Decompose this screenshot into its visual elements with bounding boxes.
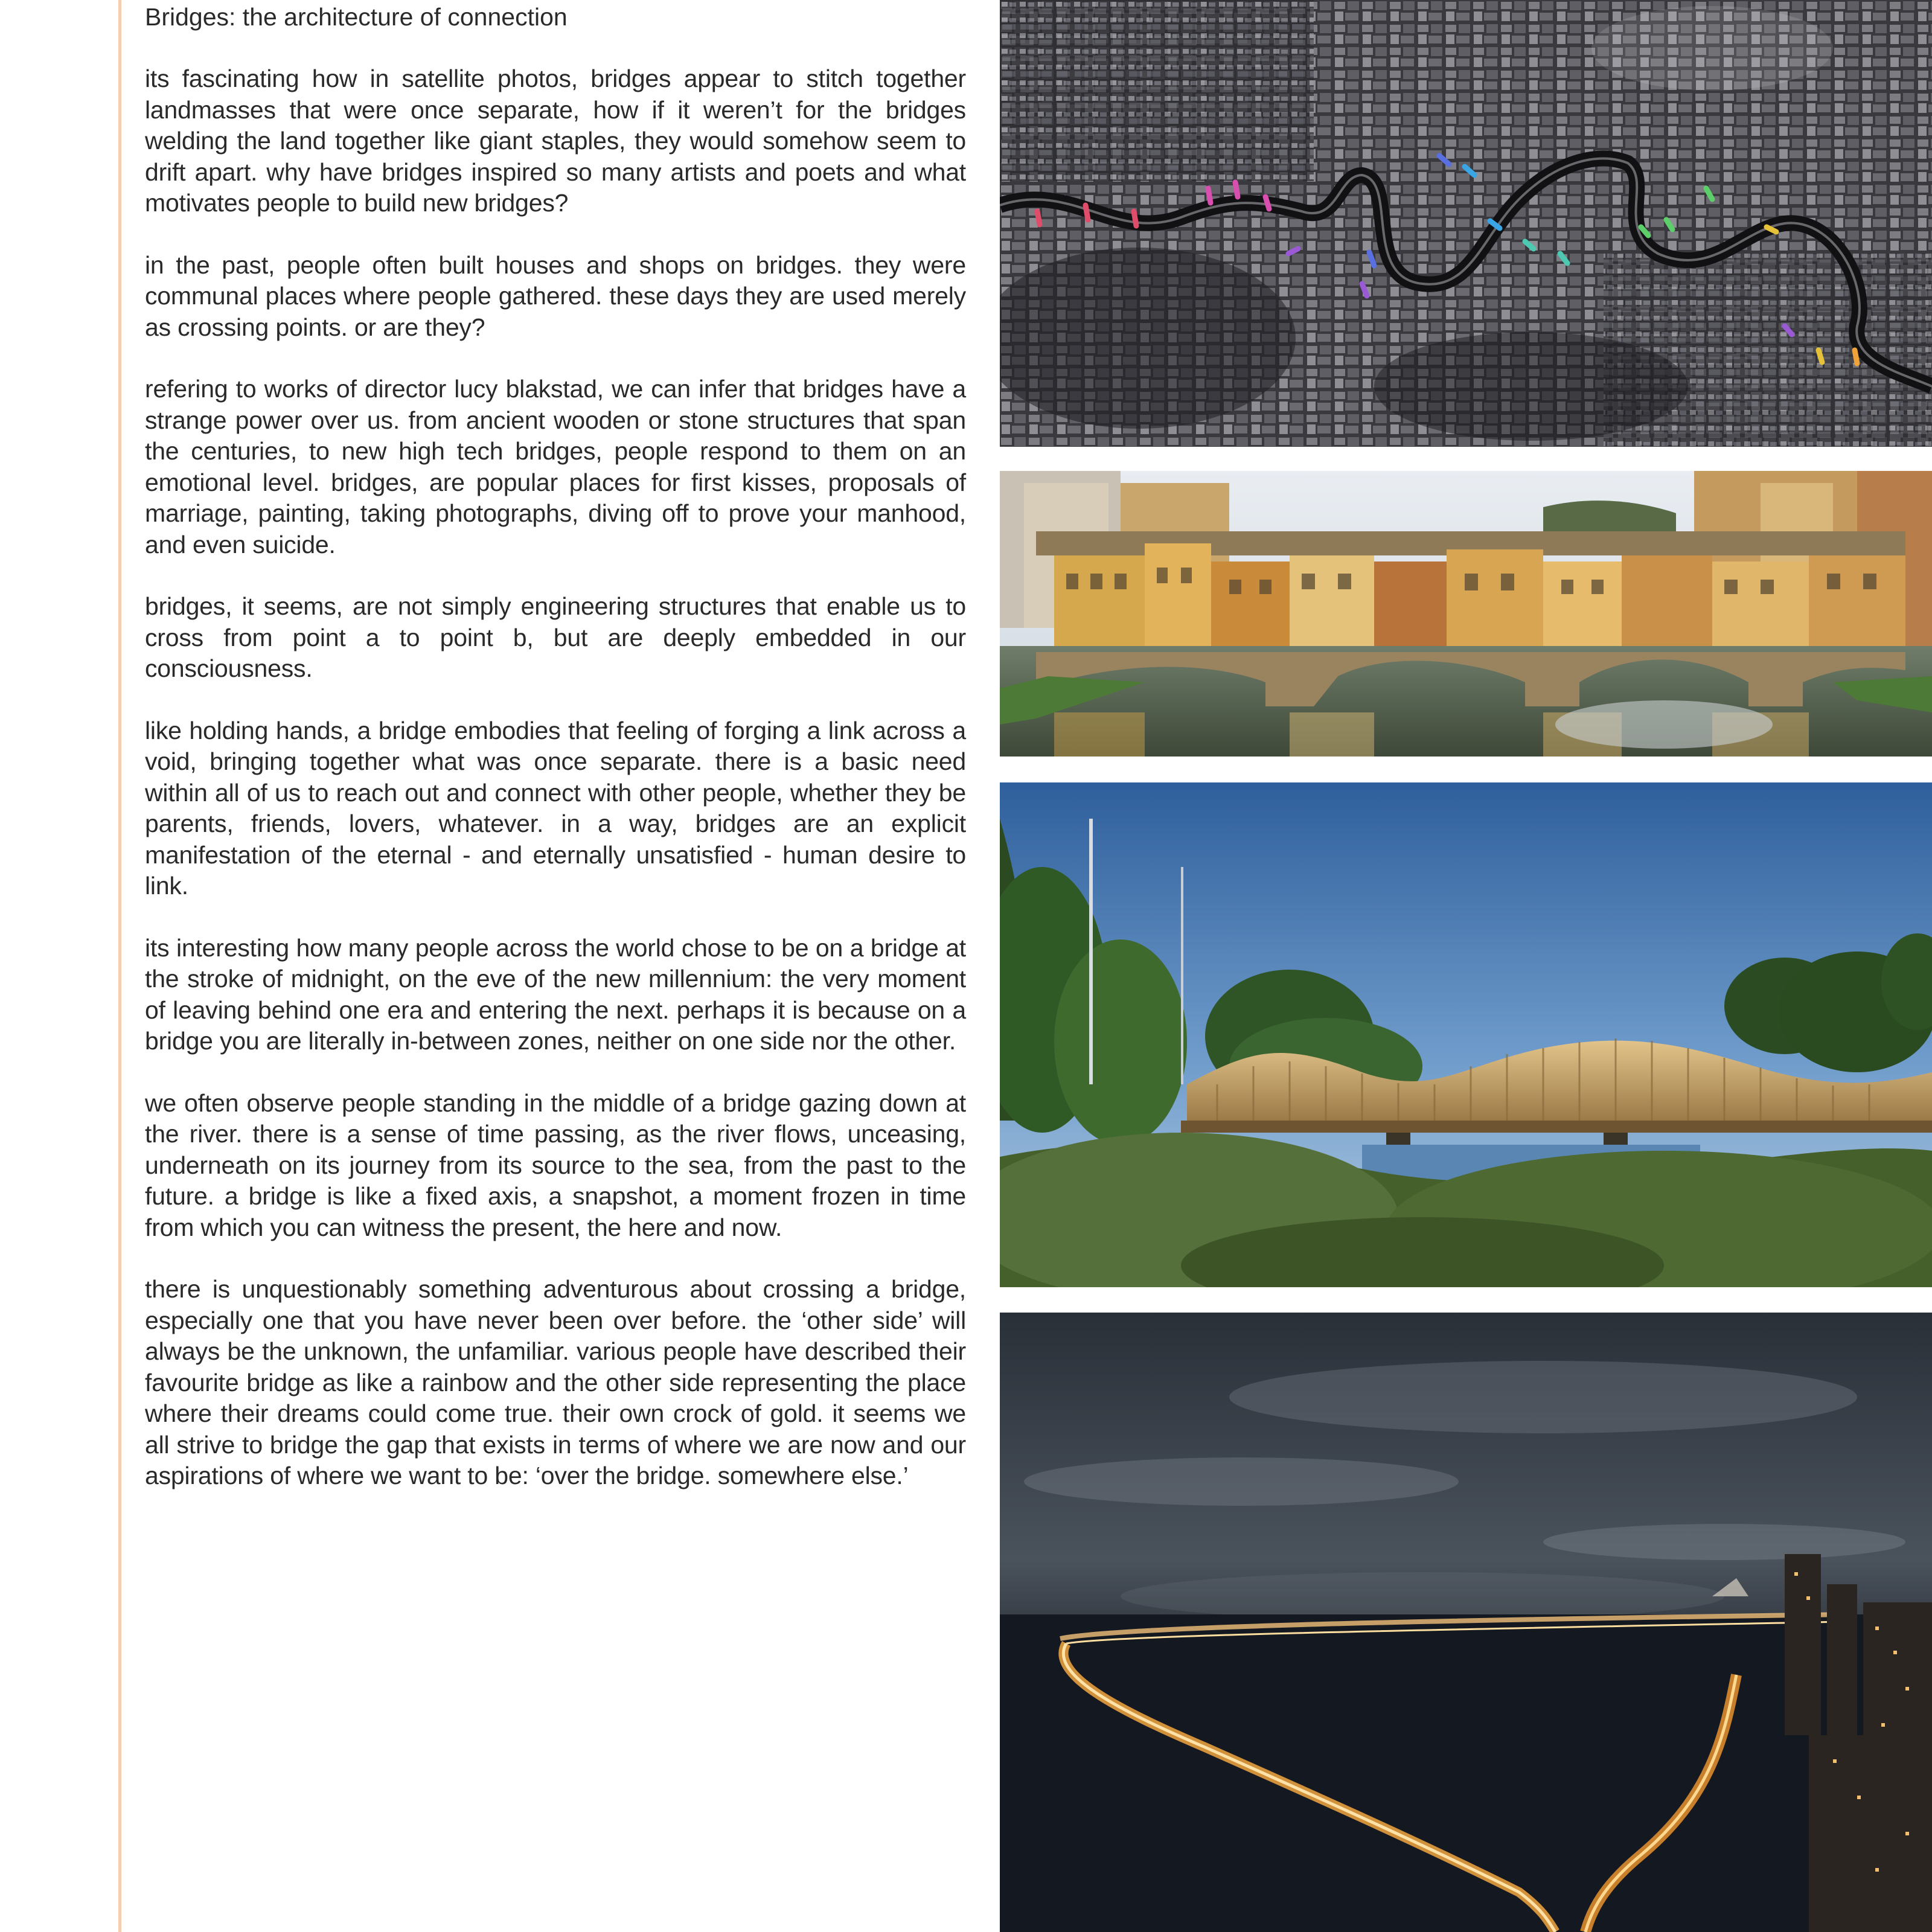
article xyxy=(145,0,966,1492)
modern-footbridge-photo xyxy=(1000,782,1932,1287)
paragraph-6: its interesting how many people across the world chose to be on a bridge at the stroke of midnight, on the eve of the new millennium: the very moment of leaving behind one era and entering the next. perhaps it is because on a bridge you are literally in-between zones, neither on one side nor the other. xyxy=(145,933,966,1055)
paragraph-1: its fascinating how in satellite photos, bridges appear to stitch together landmasses that were once separate, how if it weren’t for the bridges welding the land together like giant staples, they would somehow seem to drift apart. why have bridges inspired so many artists and poets and what motivates people to build new bridges? xyxy=(145,65,966,217)
article-title: Bridges: the architecture of connection xyxy=(145,3,568,31)
paragraph-3: refering to works of director lucy blakstad, we can infer that bridges have a strange power over us. from ancient wooden or stone structures that span the centuries, to new high tech bridges, people respond to them on an emotional level. bridges, are popular places for first kisses, proposals of marriage, painting, taking photographs, diving off to prove your manhood, and even suicide. xyxy=(145,375,966,558)
paragraph-4: bridges, it seems, are not simply engineering structures that enable us to cross from point a to point b, but are deeply embedded in our consciousness. xyxy=(145,592,966,682)
paragraph-8: there is unquestionably something adventurous about crossing a bridge, especially one that you have never been over before. the ‘other side’ will always be the unknown, the unfamiliar. various people have described their favourite bridge as like a rainbow and the other side representing the place where their dreams could come true. their own crock of gold. it seems we all strive to bridge the gap that exists in terms of where we are now and our aspirations of where we want to be: ‘over the bridge. somewhere else.’ xyxy=(145,1275,966,1489)
satellite-river-photo xyxy=(1000,0,1932,447)
paragraph-7: we often observe people standing in the middle of a bridge gazing down at the river. there is a sense of time passing, as the river flows, unceasing, underneath on its journey from its source to the sea, from the past to the future. a bridge is like a fixed axis, a snapshot, a moment frozen in time from which you can witness the present, the here and now. xyxy=(145,1089,966,1241)
night-sea-link-photo xyxy=(1000,1313,1932,1932)
margin-rule xyxy=(118,0,121,1932)
paragraph-5: like holding hands, a bridge embodies that feeling of forging a link across a void, bringing together what was once separate. there is a basic need within all of us to reach out and connect with other people, whether they be parents, friends, lovers, whatever. in a way, bridges are an explicit manifestation of the eternal - and eternally unsatisfied - human desire to link. xyxy=(145,716,966,900)
ponte-vecchio-photo xyxy=(1000,471,1932,756)
paragraph-2: in the past, people often built houses and shops on bridges. they were communal places where people gathered. these days they are used merely as crossing points. or are they? xyxy=(145,251,966,341)
